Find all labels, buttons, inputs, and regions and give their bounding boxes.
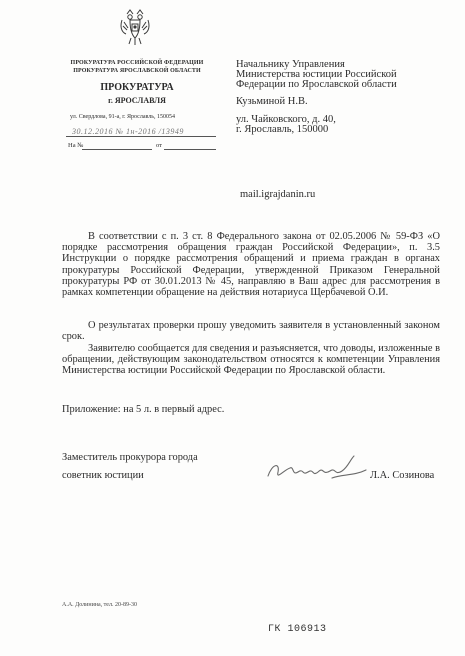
form-serial-number: ГК 106913 — [268, 624, 327, 635]
reference-date-label: от — [156, 142, 163, 149]
addressee-city: г. Ярославль, 150000 — [236, 124, 329, 135]
reference-date-blank — [164, 149, 216, 150]
paragraph-3: Заявителю сообщается для сведения и разъясняется, что доводы, изложенные в обращении, действующим законодательством относятся к компетенции Управления Министерства юстиции Российской Федерации по Ярославской области. — [62, 343, 440, 377]
org-line-2: ПРОКУРАТУРА ЯРОСЛАВСКОЙ ОБЛАСТИ — [73, 68, 201, 74]
org-address: ул. Свердлова, 91-а, г. Ярославль, 150054 — [70, 114, 175, 120]
org-name: ПРОКУРАТУРА — [100, 82, 174, 93]
registration-line — [66, 136, 216, 137]
signer-rank: советник юстиции — [62, 470, 144, 481]
signer-title: Заместитель прокурора города — [62, 452, 198, 463]
attachment-note: Приложение: на 5 л. в первый адрес. — [62, 404, 225, 415]
coat-of-arms-icon — [118, 8, 152, 48]
registration-number: 30.12.2016 № 1н-2016 /13949 — [72, 127, 184, 136]
org-city: г. ЯРОСЛАВЛЯ — [108, 96, 166, 105]
addressee-line-2: Министерства юстиции Российской — [236, 69, 397, 80]
executor-contact: А.А. Долинина, тел. 20-89-30 — [62, 602, 137, 608]
reference-number-label: На № — [68, 142, 84, 149]
addressee-line-1: Начальнику Управления — [236, 59, 345, 70]
reference-number-blank — [82, 149, 152, 150]
addressee-email: mail.igrajdanin.ru — [240, 189, 316, 200]
handwritten-signature — [262, 450, 372, 486]
paragraph-1: В соответствии с п. 3 ст. 8 Федерального закона от 02.05.2006 № 59-ФЗ «О порядке рассмотрения обращения граждан Российской Федерации», п. 3.5 Инструкции о порядке рассмотрения обращений и приема граждан в органах прокуратуры Российской Федерации, утвержденной Приказом Генеральной прокуратуры РФ от 30.01.2013 № 45, направляю в Ваш адрес для рассмотрения в рамках компетенции обращение на действия нотариуса Щербачевой О.И. — [62, 231, 440, 299]
addressee-line-3: Федерации по Ярославской области — [236, 79, 397, 90]
signer-name: Л.А. Созинова — [370, 470, 435, 481]
addressee-name: Кузьминой Н.В. — [236, 96, 308, 107]
org-line-1: ПРОКУРАТУРА РОССИЙСКОЙ ФЕДЕРАЦИИ — [70, 60, 204, 66]
addressee-street: ул. Чайковского, д. 40, — [236, 114, 336, 125]
paragraph-2: О результатах проверки прошу уведомить заявителя в установленный законом срок. — [62, 320, 440, 343]
